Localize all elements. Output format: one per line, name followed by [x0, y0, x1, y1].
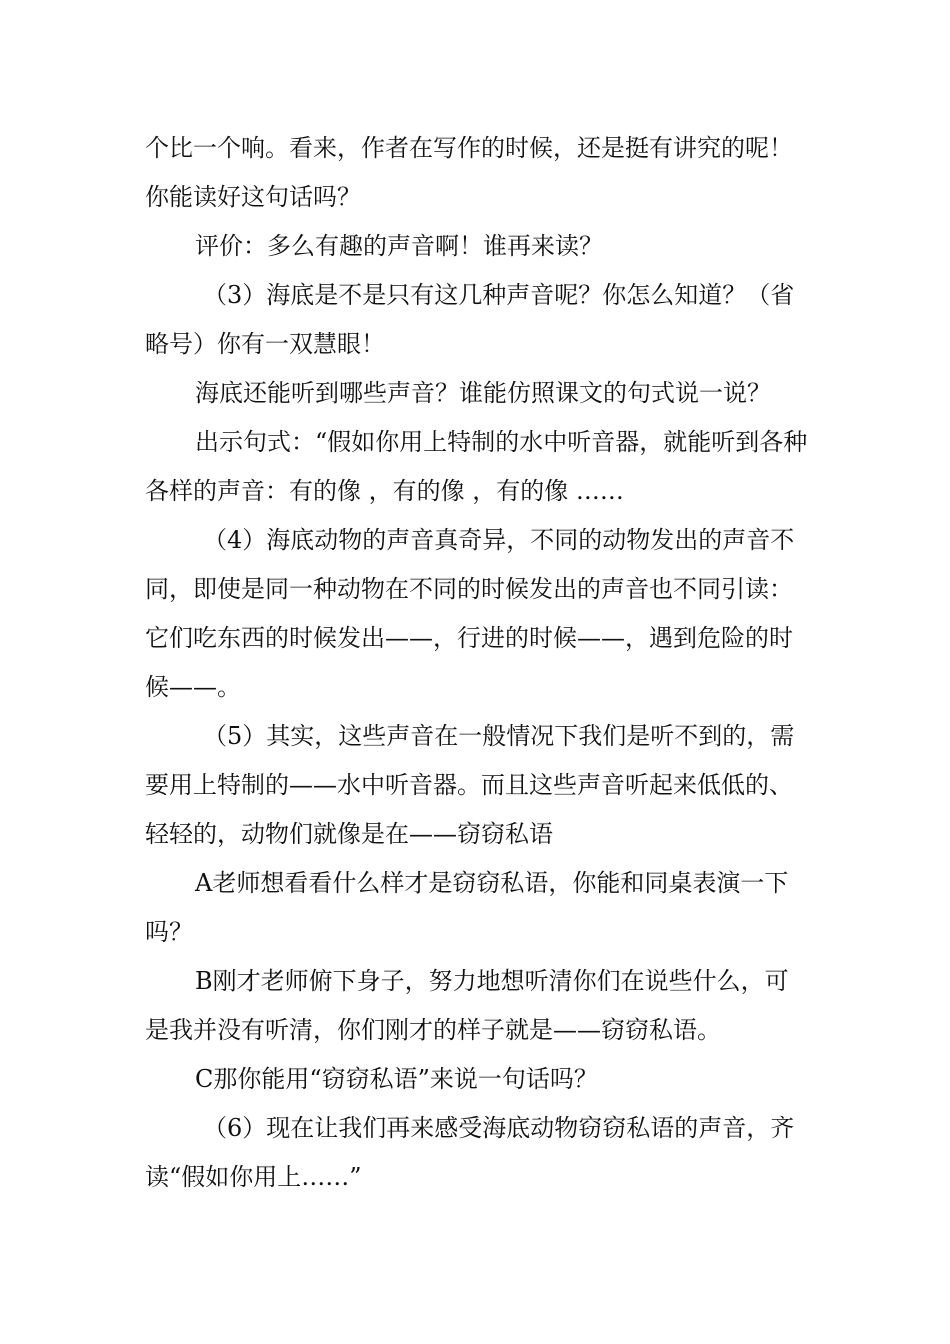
paragraph-question-4: （4）海底动物的声音真奇异，不同的动物发出的声音不同，即使是同一种动物在不同的时候发出的声音也不同引读：它们吃东西的时候发出——，行进的时候——，遇到危险的时候——。	[145, 526, 795, 701]
paragraph-item-a: A老师想看看什么样才是窃窃私语，你能和同桌表演一下吗？	[145, 869, 789, 946]
paragraph-question-6: （6）现在让我们再来感受海底动物窃窃私语的声音，齐读“假如你用上……”	[145, 1114, 795, 1191]
paragraph-continuation: 个比一个响。看来，作者在写作的时候，还是挺有讲究的呢！你能读好这句话吗？	[145, 134, 793, 211]
paragraph-evaluation: 评价：多么有趣的声音啊！谁再来读？	[195, 232, 603, 260]
paragraph-sentence-pattern: 出示句式：“假如你用上特制的水中听音器，就能听到各种各样的声音：有的像 ，有的像 ，有的像 ……	[145, 428, 808, 505]
paragraph-other-sounds: 海底还能听到哪些声音？谁能仿照课文的句式说一说？	[195, 379, 771, 407]
paragraph-question-5: （5）其实，这些声音在一般情况下我们是听不到的，需要用上特制的——水中听音器。而且这些声音听起来低低的、轻轻的，动物们就像是在——窃窃私语	[145, 722, 795, 848]
document-body	[145, 124, 809, 1202]
paragraph-item-c: C那你能用“窃窃私语”来说一句话吗？	[195, 1065, 598, 1093]
paragraph-question-3: （3）海底是不是只有这几种声音呢？你怎么知道？（省略号）你有一双慧眼！	[145, 281, 795, 358]
paragraph-item-b: B刚才老师俯下身子，努力地想听清你们在说些什么，可是我并没有听清，你们刚才的样子就是——窃窃私语。	[145, 967, 789, 1044]
